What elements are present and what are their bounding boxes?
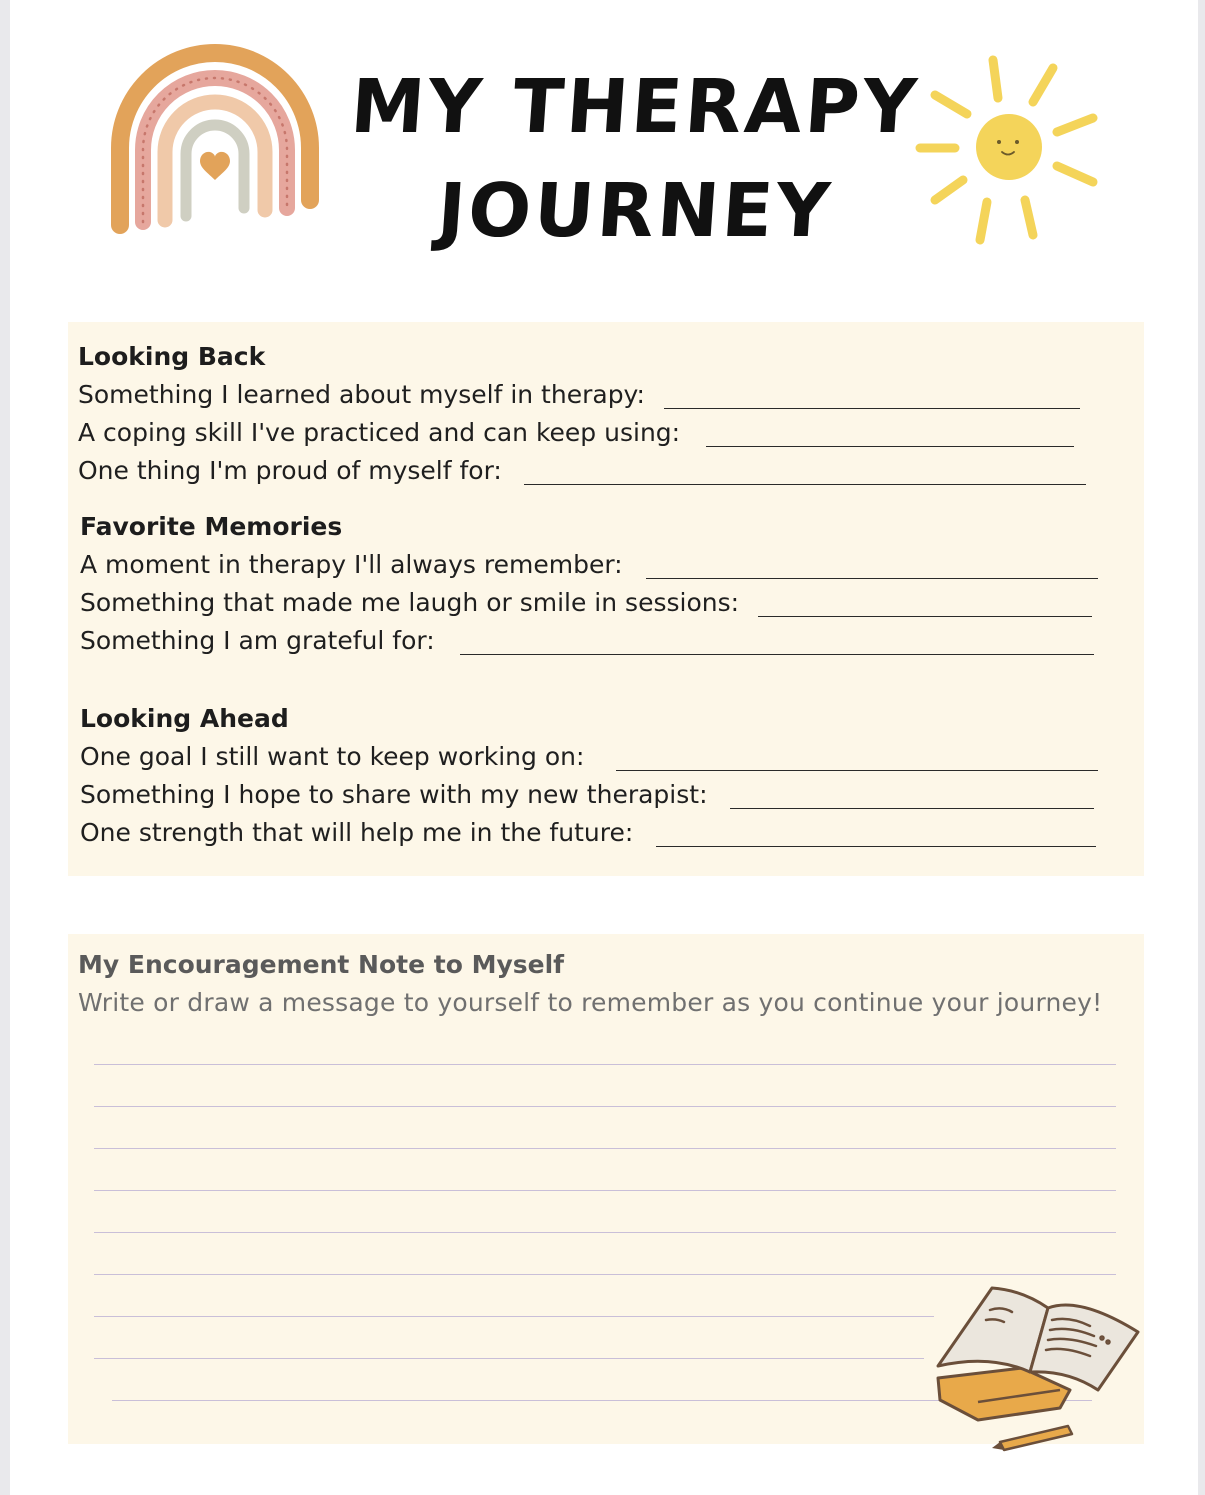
- writing-line[interactable]: [94, 1274, 1116, 1275]
- prompt-label: Something I am grateful for:: [80, 626, 435, 655]
- answer-line[interactable]: [730, 808, 1094, 809]
- answer-line[interactable]: [524, 484, 1086, 485]
- answer-line[interactable]: [758, 616, 1092, 617]
- prompt-label: A moment in therapy I'll always remember:: [80, 550, 623, 579]
- note-heading: My Encouragement Note to Myself: [78, 950, 565, 979]
- title-line-1: MY THERAPY: [347, 64, 923, 150]
- answer-line[interactable]: [664, 408, 1080, 409]
- writing-line[interactable]: [94, 1232, 1116, 1233]
- prompt-label: One goal I still want to keep working on:: [80, 742, 585, 771]
- title-line-2: JOURNEY: [434, 168, 836, 254]
- prompt-label: Something I learned about myself in therapy:: [78, 380, 645, 409]
- writing-line[interactable]: [94, 1316, 934, 1317]
- prompt-label: One thing I'm proud of myself for:: [78, 456, 502, 485]
- answer-line[interactable]: [646, 578, 1098, 579]
- answer-line[interactable]: [656, 846, 1096, 847]
- prompt-label: Something I hope to share with my new therapist:: [80, 780, 708, 809]
- answer-line[interactable]: [616, 770, 1098, 771]
- rainbow-icon: [108, 40, 323, 235]
- writing-line[interactable]: [94, 1190, 1116, 1191]
- answer-line[interactable]: [706, 446, 1074, 447]
- writing-line[interactable]: [94, 1106, 1116, 1107]
- answer-line[interactable]: [460, 654, 1094, 655]
- prompt-label: One strength that will help me in the future:: [80, 818, 634, 847]
- prompt-label: A coping skill I've practiced and can keep using:: [78, 418, 681, 447]
- sun-icon: [905, 50, 1105, 250]
- section-heading-looking-back: Looking Back: [78, 342, 266, 371]
- section-heading-looking-ahead: Looking Ahead: [80, 704, 289, 733]
- section-heading-favorite-memories: Favorite Memories: [80, 512, 343, 541]
- writing-line[interactable]: [94, 1064, 1116, 1065]
- worksheet-page: [10, 0, 1198, 1495]
- page-title: [340, 55, 930, 263]
- prompt-label: Something that made me laugh or smile in sessions:: [80, 588, 740, 617]
- writing-line[interactable]: [94, 1148, 1116, 1149]
- note-instruction: Write or draw a message to yourself to remember as you continue your journey!: [78, 988, 1103, 1017]
- writing-line[interactable]: [94, 1358, 924, 1359]
- open-book-icon: [930, 1280, 1150, 1455]
- reflection-panel: [68, 322, 1144, 876]
